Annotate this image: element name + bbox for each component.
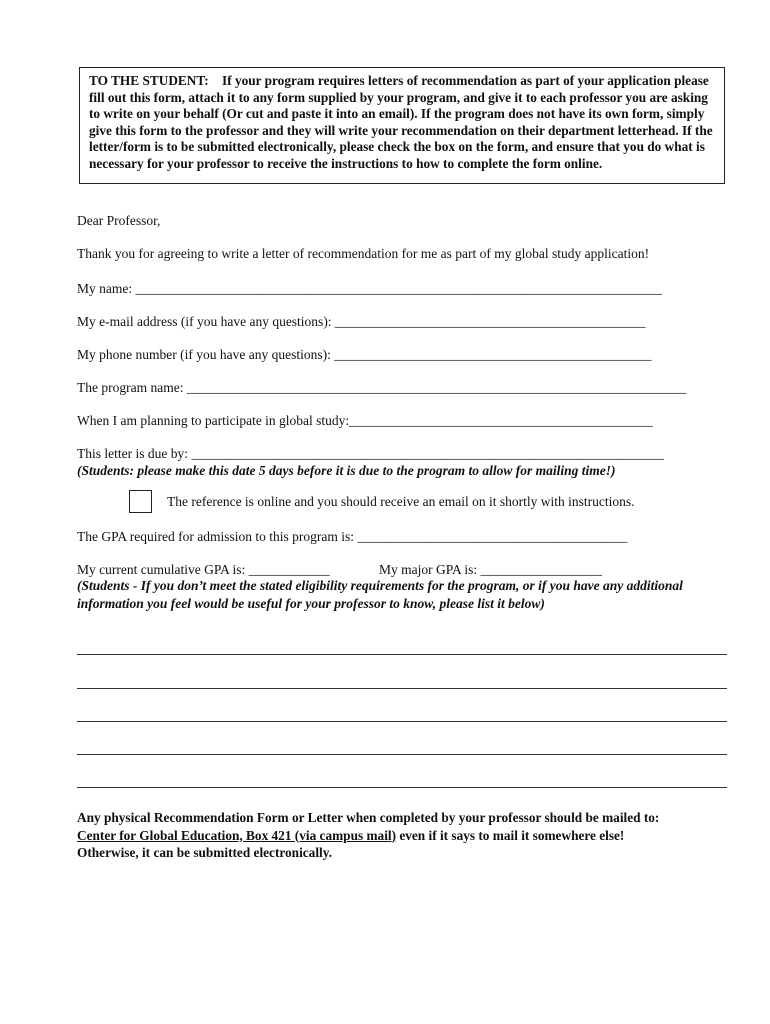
phone-field[interactable]: My phone number (if you have any questions): _______________________________________________ <box>77 347 652 362</box>
online-reference-label: The reference is online and you should receive an email on it shortly with instructions. <box>167 494 635 509</box>
additional-info-line[interactable] <box>77 688 727 689</box>
student-instructions-box <box>79 67 725 184</box>
additional-info-note-line1: (Students - If you don’t meet the stated eligibility requirements for the program, or if you have any additional <box>77 578 683 593</box>
additional-info-line[interactable] <box>77 721 727 722</box>
cumulative-gpa-field[interactable]: My current cumulative GPA is: ____________ <box>77 562 330 577</box>
major-gpa-field[interactable]: My major GPA is: __________________ <box>379 562 603 577</box>
name-field[interactable]: My name: ______________________________________________________________________________ <box>77 281 662 296</box>
greeting: Dear Professor, <box>77 213 161 228</box>
program-name-field[interactable]: The program name: __________________________________________________________________________ <box>77 380 687 395</box>
due-date-note: (Students: please make this date 5 days before it is due to the program to allow for mailing time!) <box>77 463 616 478</box>
email-field[interactable]: My e-mail address (if you have any questions): ______________________________________________ <box>77 314 646 329</box>
mailing-instructions-line1: Any physical Recommendation Form or Letter when completed by your professor should be mailed to: <box>77 810 660 825</box>
mailing-instructions <box>77 809 659 862</box>
mailing-instructions-line2-rest: even if it says to mail it somewhere else! <box>396 827 625 843</box>
additional-info-line[interactable] <box>77 654 727 655</box>
mailing-instructions-line3: Otherwise, it can be submitted electronically. <box>77 845 332 860</box>
required-gpa-field[interactable]: The GPA required for admission to this program is: ________________________________________ <box>77 529 628 544</box>
instructions-body: If your program requires letters of recommendation as part of your application please fill out this form, attach it to any form supplied by your program, and give it to each professor you are asking to write on your behalf (Or cut and paste it into an email). If the program does not have its own form, simply give this form to the professor and they will write your recommendation on their department letterhead. If the letter/form is to be submitted electronically, please check the box on the form, and ensure that you do what is necessary for your professor to receive the instructions to how to complete the form online. <box>89 73 713 171</box>
additional-info-line[interactable] <box>77 787 727 788</box>
mailing-address: Center for Global Education, Box 421 (via campus mail) <box>77 827 397 843</box>
additional-info-note-line2: information you feel would be useful for your professor to know, please list it below) <box>77 596 545 611</box>
mailing-instructions-line2 <box>77 827 659 845</box>
additional-info-line[interactable] <box>77 754 727 755</box>
online-reference-checkbox[interactable] <box>129 490 152 513</box>
instructions-heading: TO THE STUDENT: <box>89 73 209 88</box>
intro-text: Thank you for agreeing to write a letter of recommendation for me as part of my global study application! <box>77 246 650 261</box>
due-date-field[interactable]: This letter is due by: ______________________________________________________________________ <box>77 446 664 461</box>
study-date-field[interactable]: When I am planning to participate in global study:_____________________________________________ <box>77 413 653 428</box>
